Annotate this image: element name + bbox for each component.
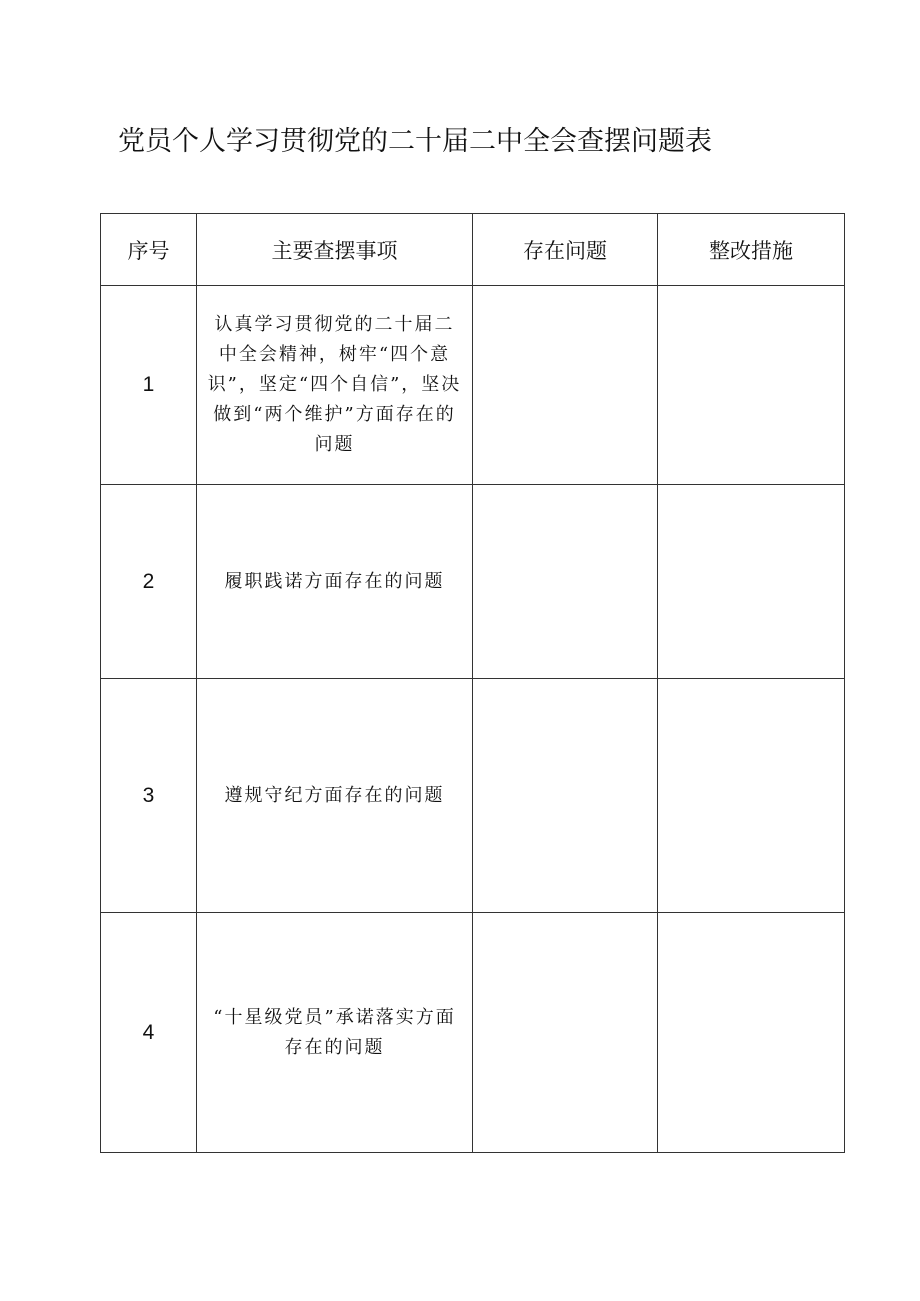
row-problems-cell[interactable] bbox=[473, 485, 658, 679]
table-header-row bbox=[101, 214, 845, 286]
row-item: 认真学习贯彻党的二十届二中全会精神，树牢“四个意识”，坚定“四个自信”，坚决做到“两个维护”方面存在的问题 bbox=[207, 314, 462, 455]
row-seq: 3 bbox=[101, 679, 197, 913]
header-measures: 整改措施 bbox=[658, 214, 845, 286]
row-item-cell bbox=[197, 679, 473, 913]
row-item: 履职践诺方面存在的问题 bbox=[224, 570, 445, 592]
row-item: “十星级党员”承诺落实方面存在的问题 bbox=[213, 1006, 456, 1058]
table-row bbox=[101, 679, 845, 913]
row-problems-cell[interactable] bbox=[473, 679, 658, 913]
row-seq: 4 bbox=[101, 913, 197, 1153]
header-item: 主要查摆事项 bbox=[197, 214, 473, 286]
row-measures-cell[interactable] bbox=[658, 913, 845, 1153]
row-measures-cell[interactable] bbox=[658, 679, 845, 913]
row-item-cell bbox=[197, 286, 473, 485]
document-title: 党员个人学习贯彻党的二十届二中全会查摆问题表 bbox=[118, 126, 712, 157]
row-problems-cell[interactable] bbox=[473, 913, 658, 1153]
table-row bbox=[101, 913, 845, 1153]
row-item: 遵规守纪方面存在的问题 bbox=[224, 784, 445, 806]
header-seq: 序号 bbox=[101, 214, 197, 286]
header-problems: 存在问题 bbox=[473, 214, 658, 286]
row-seq: 2 bbox=[101, 485, 197, 679]
row-measures-cell[interactable] bbox=[658, 286, 845, 485]
table-row bbox=[101, 485, 845, 679]
issues-table bbox=[100, 213, 845, 1153]
table-row bbox=[101, 286, 845, 485]
row-problems-cell[interactable] bbox=[473, 286, 658, 485]
row-item-cell bbox=[197, 913, 473, 1153]
row-item-cell bbox=[197, 485, 473, 679]
row-seq: 1 bbox=[101, 286, 197, 485]
row-measures-cell[interactable] bbox=[658, 485, 845, 679]
